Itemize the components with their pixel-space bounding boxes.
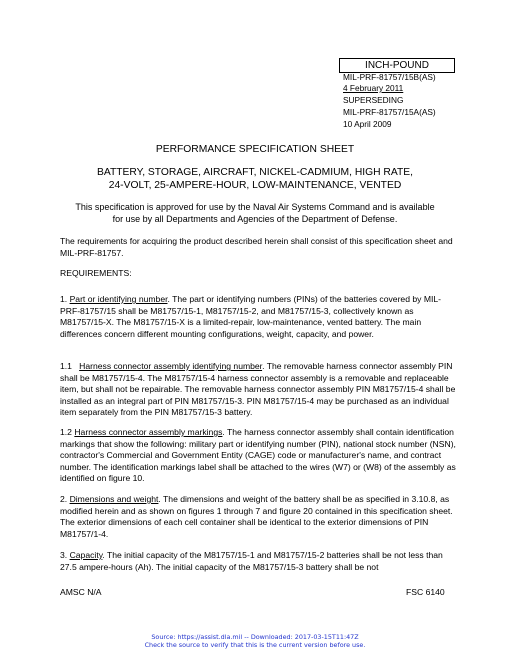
footer-amsc: AMSC N/A	[60, 587, 102, 597]
section-1-number: 1.	[60, 294, 68, 304]
section-1-1-body: . The removable harness connector assembly PIN shall be M81757/15-4. The M81757/15-4 harness connector assembly is a removable and replaceable item, but shall not be repairable. The removable harness connector assembly PIN M81757/15-4 shall be installed as an integral part of PIN M81757/15-3. PIN M81757/15-4 may be purchased as an individual item separately from the PIN M81757/15-3 battery.	[60, 361, 456, 418]
section-1-body: . The part or identifying numbers (PINs) of the batteries covered by MIL-PRF-81757/15 shall be M81757/15-1, M81757/15-2, and M81757/15-3, collectively known as M81757/15-X. The M81757/15-X is a limited-repair, low-maintenance, vented battery. The main differences concern different mounting configurations, weight, capacity, and power.	[60, 294, 442, 339]
spec-number: MIL-PRF-81757/15B(AS)	[343, 72, 436, 82]
footer-fsc: FSC 6140	[406, 587, 445, 597]
doc-type: INCH-POUND	[365, 60, 429, 71]
intro-text: The requirements for acquiring the product described herein shall consist of this specification sheet and MIL-PRF-81757.	[60, 236, 453, 258]
section-1-1-number: 1.1	[60, 361, 72, 371]
approval-line-1: This specification is approved for use by the Naval Air Systems Command and is available	[75, 202, 435, 212]
section-3	[60, 550, 460, 573]
section-1-2-heading: Harness connector assembly markings	[74, 427, 223, 437]
subject-line-1: BATTERY, STORAGE, AIRCRAFT, NICKEL-CADMIUM, HIGH RATE,	[96, 167, 413, 178]
section-1	[60, 294, 460, 340]
spec-date: 4 February 2011	[343, 83, 404, 93]
doc-type-box	[339, 58, 455, 73]
requirements-heading: REQUIREMENTS:	[60, 268, 132, 278]
section-2	[60, 494, 460, 540]
subject-line-2: 24-VOLT, 25-AMPERE-HOUR, LOW-MAINTENANCE, VENTED	[108, 180, 402, 191]
section-1-2-number: 1.2	[60, 427, 72, 437]
approval-line-2: for use by all Departments and Agencies of the Department of Defense.	[112, 214, 398, 224]
superseding-label: SUPERSEDING	[343, 95, 404, 105]
section-1-2-body: . The harness connector assembly shall contain identification markings that show the following: military part or identifying number (PIN), national stock number (NSN), contractor's Commercial and Government Entity (CAGE) code or manufacturer's name, and contract number. The identification markings label shall be attached to the wires (W7) or (W8) of the assembly as identified on figure 10.	[60, 427, 456, 484]
section-1-heading: Part or identifying number	[69, 294, 168, 304]
section-3-number: 3.	[60, 550, 68, 560]
section-2-body: . The dimensions and weight of the battery shall be as specified in 3.10.8, as modified herein and as shown on figures 1 through 7 and figure 20 contained in this specification sheet. The exterior dimensions of each cell container shall be identical to the exterior dimensions of PIN M81757/1-4.	[60, 494, 453, 539]
intro-paragraph	[60, 236, 460, 259]
superseded-date: 10 April 2009	[343, 119, 392, 129]
section-2-heading: Dimensions and weight	[69, 494, 159, 504]
superseded-number: MIL-PRF-81757/15A(AS)	[343, 107, 436, 117]
section-3-body: . The initial capacity of the M81757/15-1 and M81757/15-2 batteries shall be not less than 27.5 ampere-hours (Ah). The initial capacity of the M81757/15-3 battery shall be not	[60, 550, 443, 572]
section-3-heading: Capacity	[69, 550, 103, 560]
section-1-1-heading: Harness connector assembly identifying number	[79, 361, 263, 371]
source-line-1: Source: https://assist.dla.mil -- Downloaded: 2017-03-15T11:47Z	[151, 633, 359, 641]
source-line-2: Check the source to verify that this is the current version before use.	[144, 641, 366, 649]
sheet-title: PERFORMANCE SPECIFICATION SHEET	[155, 144, 355, 155]
section-1-2	[60, 427, 460, 485]
section-2-number: 2.	[60, 494, 68, 504]
section-1-1	[60, 361, 460, 419]
